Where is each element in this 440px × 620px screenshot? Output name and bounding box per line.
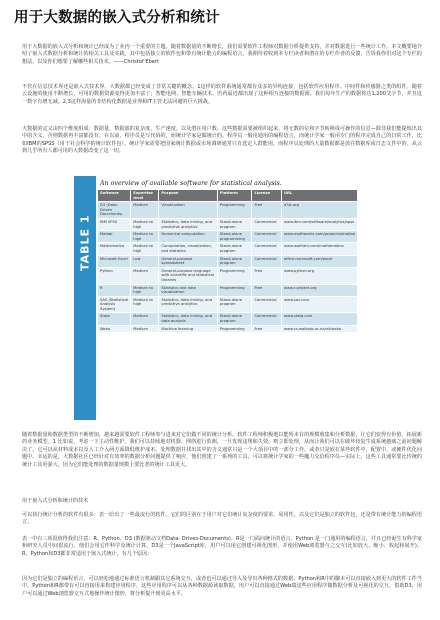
- cell-software: Python: [98, 267, 131, 284]
- header-software: Software: [98, 190, 131, 202]
- cell-expertise: Medium: [131, 202, 159, 219]
- cell-expertise: Medium to high: [131, 243, 159, 255]
- header-expertise: Expertise level: [131, 190, 159, 202]
- body-paragraph-1: 不管在信息技术界还是嵌入式技术界，大数据都已经变成了非常关键的概念。1这样的软件系统通常都有众多的异构连接，包括软件应用程序、中间件和传感器之类的组件。随着云设施的使用不断增长，可用的数据资源变得更加丰富了；智能电网、智能车辆技术、医药最近都出现了这种相互连接的数据源。我们每年生产的数据将达1,200艾字节，并且这一数字有增无减。2,3这样海量的非结构化数据是业界和IT主管无法回避的巨大挑战。: [22, 84, 422, 105]
- cell-platform: Stand-alone program: [217, 218, 252, 230]
- cell-url: d3js.org: [282, 202, 358, 219]
- cell-expertise: Medium to high: [131, 296, 159, 313]
- table-row: [98, 267, 358, 284]
- cell-license: Free: [252, 267, 282, 284]
- cell-platform: Stand-alone program: [217, 313, 252, 325]
- body-paragraph-3: 随着数据量和数据类型的不断增加，越来越需要软件工程师参与进来对它们做不同的统计分析。软件工程师积极地以能所未有的规模收集和分析数据，让它们变得有价值，拓展新的业务模型。1 比如说，考虑一下主动性维护。我们可以持续地对机器、网络进行监测，一旦发现违规和失效，则立即处理，从而让我们可以在破坏较复生成系统越痛之前问题解决了。它可以从材料成本以及人工介入两方面降低维护成本。处理数据并找出其中的含义通常只是一个大项目中的一部分工作，或者只是嵌在某些软件中，配置中，或硬件优化问题中。幸运的是，大数据社区已经针对有效率的数据分析问题提供了响应，他们创建了一系列的工具，可以将统计学家的一些魔力交给程序员—实际上，这些工具通常要比传统的统计工具更强大，因为它们能处理的数据量规模上要比老的统计工具更大。: [22, 432, 422, 468]
- body-paragraph-2: 大数据的定义由四个维度组成：数据量、数据源的复杂度、生产速度，以及潜在用户数。这些数据需要被组织起来，将无数的位和字节转换成可操作的信息—除非我们能提炼出其中的含义，否则数据再丰富都没有。在以前，程序员是写代码的，而统计学家是做统计的。程序员一般用通用的编程语言，而统计学家一般用专门的程序完成自己的日常工作，比如IBM的SPSS（用于社会科学的统计软件包）。统计学家需要把国家统计数据或市场调研通常只有选定人群能用，而程序员处理的大量数据都是放在数据库或日志文件中的。从云到几乎所有人都可用的大数据改变了这一切。: [22, 126, 422, 155]
- cell-license: Commercial: [252, 231, 282, 243]
- cell-expertise: Low: [131, 255, 159, 267]
- cell-url: office.microsoft.com/excel: [282, 255, 358, 267]
- cell-platform: Stand-alone program: [217, 243, 252, 255]
- cell-expertise: Medium: [131, 313, 159, 325]
- cell-url: www.r-project.org: [282, 284, 358, 296]
- table-side-banner: [74, 176, 96, 420]
- cell-platform: Programming: [217, 202, 252, 219]
- table-row: [98, 255, 358, 267]
- software-overview-figure: [74, 176, 360, 420]
- body-paragraph-4: 可以执行统计分析的软件有很多：表一给出了一些最流行的软件。它们的区别在于用户对它们统计复杂度的要求，易用性，以及它们是独立的软件包，还是带有统计能力的编程语言。: [22, 512, 422, 526]
- table-row: [98, 284, 358, 296]
- cell-url: www.ibm.com/software/analytics/spss: [282, 218, 358, 230]
- figure-caption: An overview of available software for statistical analysis.: [100, 180, 282, 187]
- cell-software: SAS (Statistical Analysis System): [98, 296, 131, 313]
- article-title: 用于大数据的嵌入式分析和统计: [14, 10, 220, 26]
- table-row: [98, 202, 358, 219]
- cell-expertise: Medium: [131, 325, 159, 332]
- cell-software: Mathematica: [98, 243, 131, 255]
- cell-license: Free: [252, 284, 282, 296]
- cell-platform: Programming: [217, 284, 252, 296]
- table-row: [98, 296, 358, 313]
- cell-expertise: Medium to high: [131, 218, 159, 230]
- cell-purpose: General-purpose language with scientific and statistical libraries: [159, 267, 217, 284]
- cell-purpose: Machine learning: [159, 325, 217, 332]
- cell-software: Matlab: [98, 231, 131, 243]
- header-platform: Platform: [217, 190, 252, 202]
- software-table: [98, 190, 358, 332]
- cell-url: www.sas.com: [282, 296, 358, 313]
- header-license: License: [252, 190, 282, 202]
- cell-url: www.cs.waikato.ac.nz/ml/weka: [282, 325, 358, 332]
- table-row: [98, 231, 358, 243]
- table-header-row: [98, 190, 358, 202]
- cell-url: www.python.org: [282, 267, 358, 284]
- intro-paragraph: 用于大数据的嵌入式分析和统计已经成为了业内一个重要的主题。随着数据量的不断增长，我们需要软件工程师对数据分析提供支持，并对数据进行一些统计工作。本文概要地介绍了嵌入式数据分析和统计的相关工具及实践，其中包括独立的软件包和带有统计能力的编程语言。我期待着收到本专栏读者和潜在的专栏作者的反馈，告诉我你们对这个专栏的想法，以及你们想要了解哪些相关技术。——Christof Ebert: [22, 44, 422, 65]
- cell-software: D3 (Data-Driven Documents): [98, 202, 131, 219]
- table-side-label: TABLE 1: [78, 214, 92, 272]
- cell-platform: Programming: [217, 267, 252, 284]
- cell-platform: Programming: [217, 325, 252, 332]
- body-paragraph-6: 因为它们是独立的编程语言，可以轻松地通过标准语言机制跟其它系统交互，或者也可以通过导入及导出各种格式的数据。Python和R中的脚本可以直接嵌入到更大的软件工件当中。Python和R都带有可以直接用来构建应用程序，这些应用程序可以从各种数据源读取数据，用户可以直接通过Web端这些应用程序做数据分析及可视化的交互。借助D3，用户可以通过Web浏览器交互式地操作统计图形，将分析提升到更高水平。: [22, 576, 422, 597]
- cell-purpose: Statistics, data mining, and predictive analytics: [159, 296, 217, 313]
- cell-platform: Stand-alone program: [217, 296, 252, 313]
- cell-software: Weka: [98, 325, 131, 332]
- table-row: [98, 313, 358, 325]
- header-purpose: Purpose: [159, 190, 217, 202]
- table-row: [98, 218, 358, 230]
- cell-purpose: Statistics, data mining, and data analysis: [159, 313, 217, 325]
- cell-purpose: Visualization: [159, 202, 217, 219]
- cell-purpose: Statistics, data mining, and predictive analytics: [159, 218, 217, 230]
- cell-purpose: General-purpose spreadsheet: [159, 255, 217, 267]
- cell-license: Free: [252, 202, 282, 219]
- cell-purpose: Statistics and data visualization: [159, 284, 217, 296]
- cell-expertise: Medium: [131, 267, 159, 284]
- cell-url: www.mathworks.com/products/matlab: [282, 231, 358, 243]
- cell-expertise: Medium to high: [131, 231, 159, 243]
- header-url: URL: [282, 190, 358, 202]
- cell-software: R: [98, 284, 131, 296]
- body-paragraph-5: 表一中有三项很值得我们注意：R、Python、D3 (数据驱动文档Data- Drives-Documents)。R是一门面向统计的语言。Python 是一门通用的编程语言，并且已经诞生有科学家和研究人员中间很流行，他们会用它作科学及统计计算。D3是一个JavaScript库，用户可以用它创建可视化图形，并使用Web浏览器与之交互(比如放大、缩小、收起和展开)。R、Python和D3都非常适用于嵌入式统计，有几个原因：: [22, 536, 422, 557]
- cell-license: Commercial: [252, 243, 282, 255]
- table-row: [98, 325, 358, 332]
- cell-purpose: Computation, visualization, and statistics: [159, 243, 217, 255]
- cell-platform: Stand-alone program: [217, 255, 252, 267]
- cell-url: www.wolfram.com/mathematica: [282, 243, 358, 255]
- cell-software: IBM SPSS: [98, 218, 131, 230]
- cell-url: www.stata.com: [282, 313, 358, 325]
- cell-license: Commercial: [252, 296, 282, 313]
- cell-license: Commercial: [252, 255, 282, 267]
- table-row: [98, 243, 358, 255]
- cell-purpose: Numerical computation: [159, 231, 217, 243]
- cell-license: Commercial: [252, 218, 282, 230]
- cell-software: Stata: [98, 313, 131, 325]
- cell-expertise: Medium to high: [131, 284, 159, 296]
- cell-license: Free: [252, 325, 282, 332]
- cell-license: Commercial: [252, 313, 282, 325]
- section-heading: 用于嵌入式分析和统计的技术: [22, 498, 89, 504]
- cell-platform: Stand-alone programming: [217, 231, 252, 243]
- cell-software: Microsoft Excel: [98, 255, 131, 267]
